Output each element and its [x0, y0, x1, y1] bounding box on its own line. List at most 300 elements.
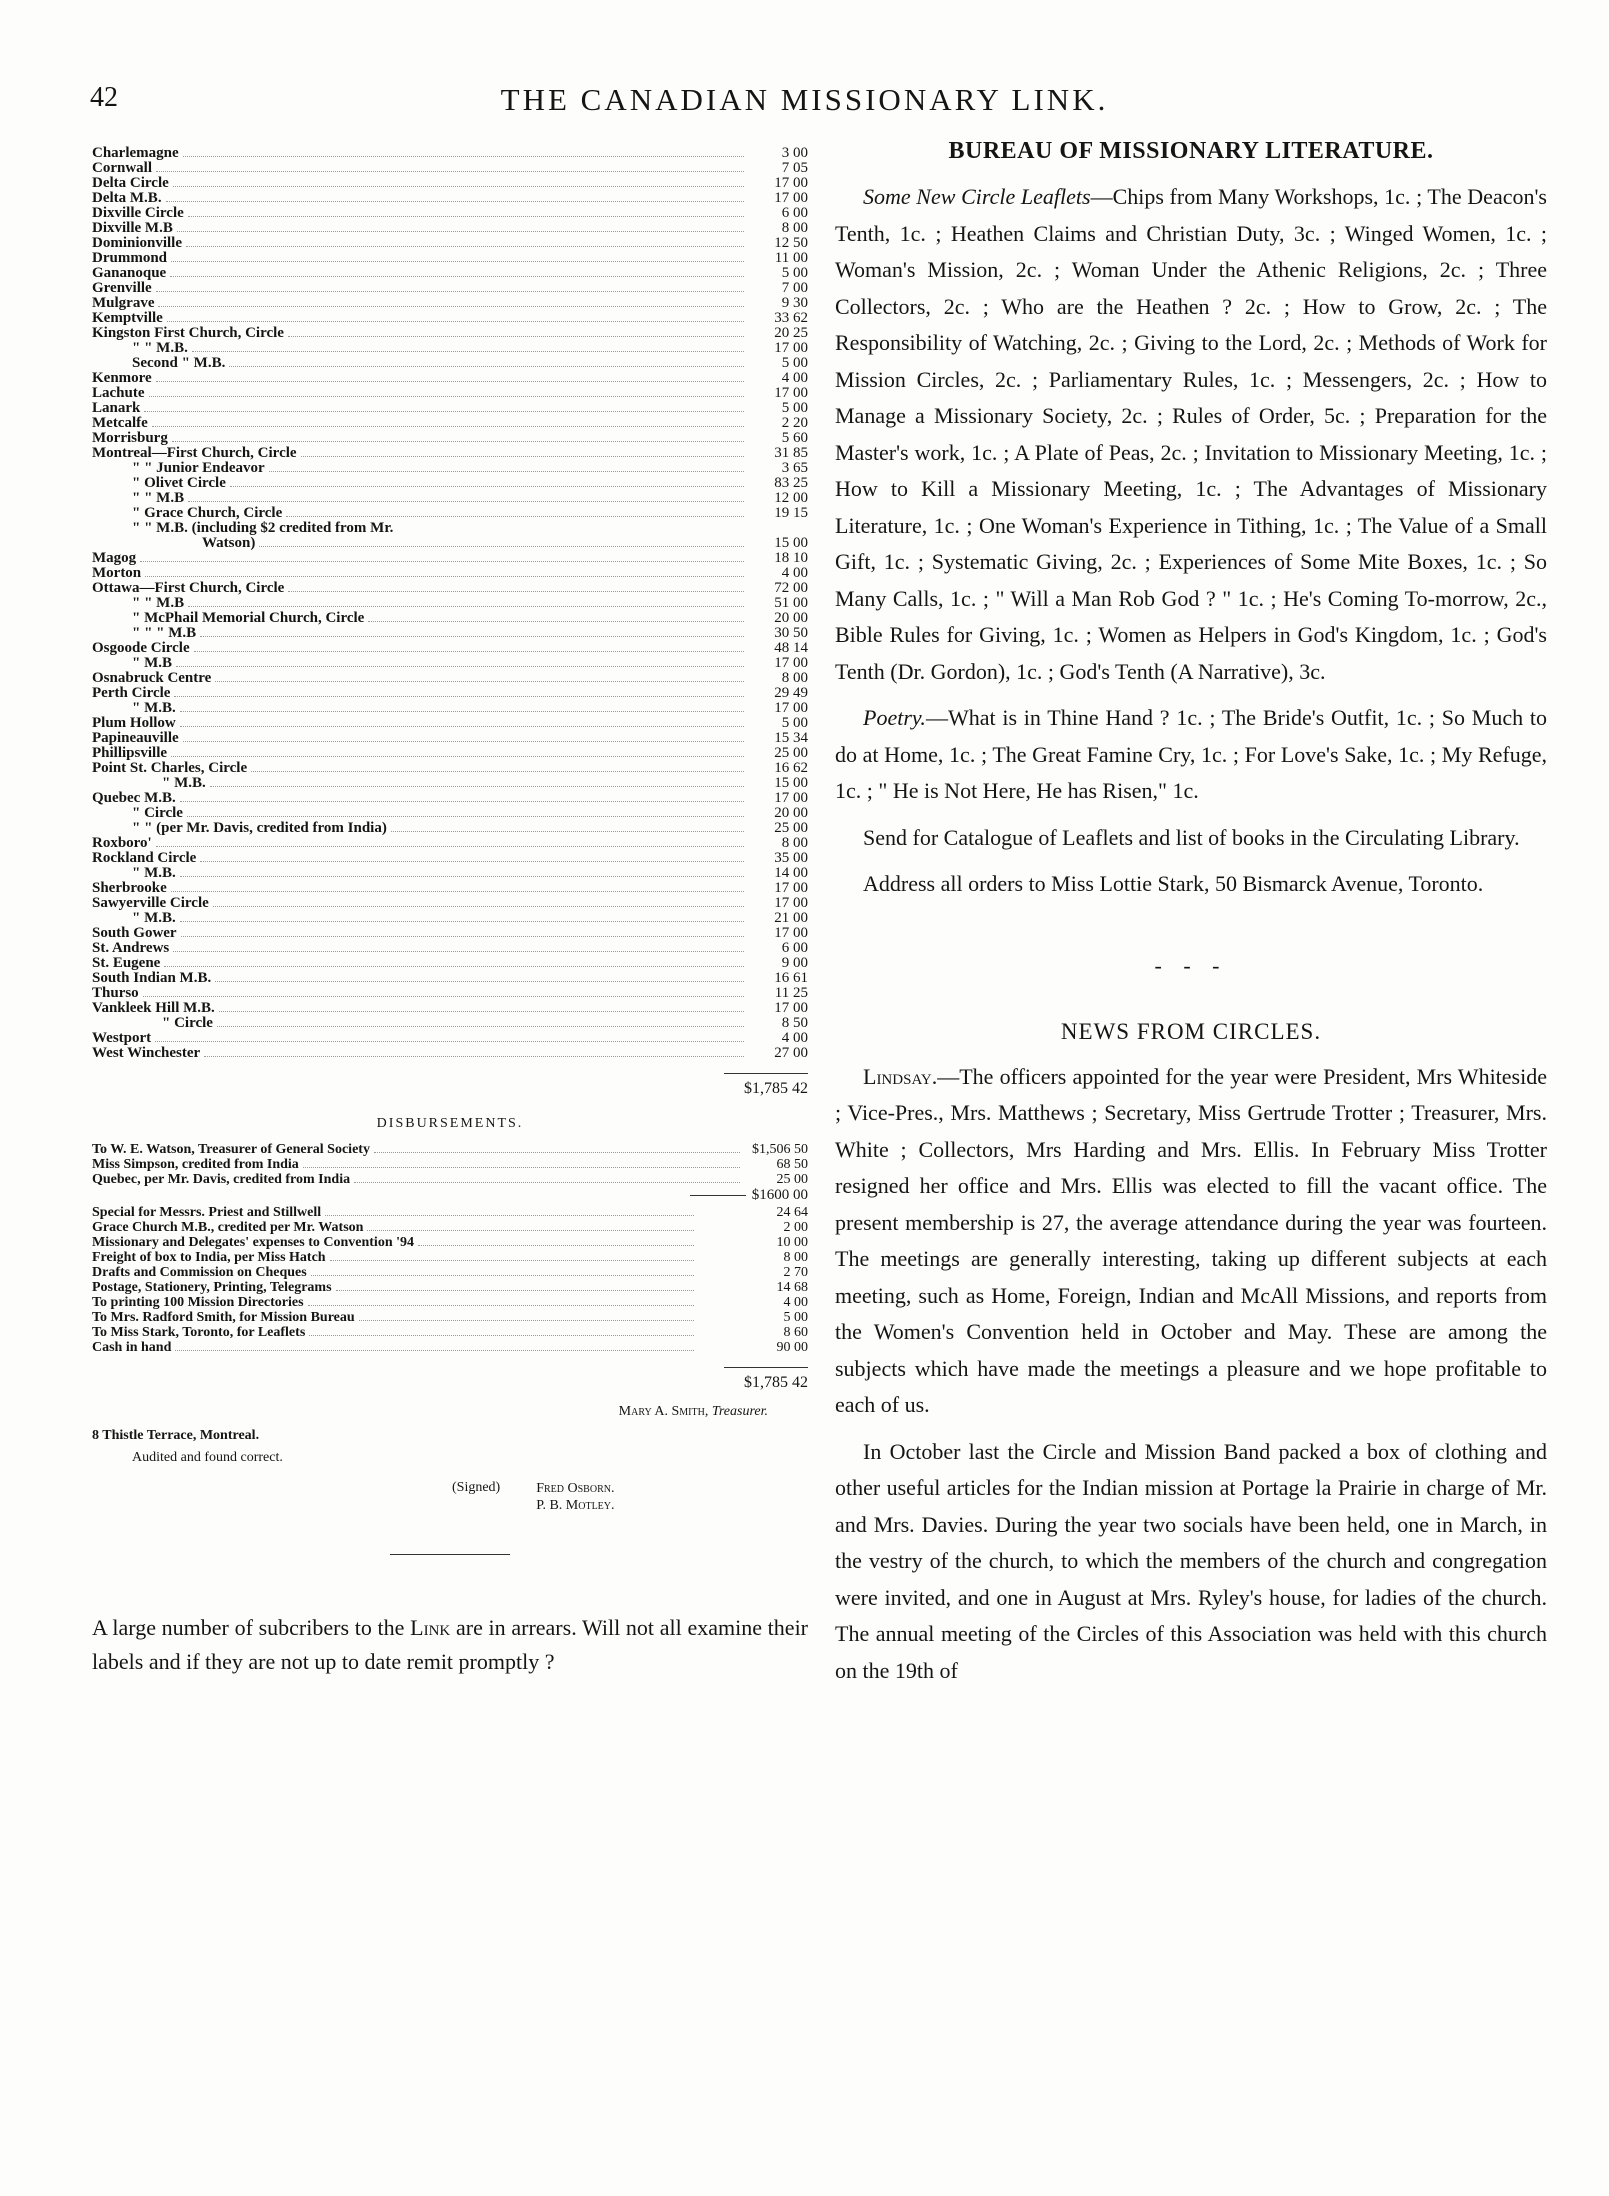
ledger-name: Perth Circle	[92, 685, 171, 701]
ledger-name: Kingston First Church, Circle	[92, 325, 284, 341]
ledger-amount: 4 00	[781, 565, 808, 581]
ledger-row	[92, 1235, 808, 1250]
divider-rule	[390, 1554, 510, 1555]
leader-dots	[152, 426, 744, 427]
ledger-name: Roxboro'	[92, 835, 152, 851]
ledger-name: Sherbrooke	[92, 880, 167, 896]
ledger-name: Freight of box to India, per Miss Hatch	[92, 1250, 326, 1265]
ledger-row	[92, 896, 808, 911]
leader-dots	[354, 1182, 740, 1183]
ledger-name: To Mrs. Radford Smith, for Mission Bureau	[92, 1310, 355, 1325]
leader-dots	[219, 1011, 744, 1012]
leader-dots	[288, 591, 744, 592]
ledger-amount: 17 00	[774, 880, 808, 896]
ledger-row	[92, 1031, 808, 1046]
ledger-amount: 6 00	[781, 940, 808, 956]
leader-dots	[181, 936, 744, 937]
ledger-amount: 20 00	[774, 610, 808, 626]
news-heading: NEWS FROM CIRCLES.	[1060, 1018, 1322, 1044]
ledger-amount: 17 00	[774, 790, 808, 806]
leader-dots	[180, 801, 744, 802]
ledger-name: Rockland Circle	[92, 850, 197, 866]
leader-dots	[259, 546, 744, 547]
leader-dots	[155, 1041, 744, 1042]
ledger-name: Plum Hollow	[92, 715, 176, 731]
ledger-amount: 4 00	[783, 1295, 808, 1310]
ledger-row	[92, 1310, 808, 1325]
page-number: 42	[90, 82, 118, 113]
ledger-row	[92, 146, 808, 161]
ledger-amount: 11 00	[774, 250, 808, 266]
ledger-row	[92, 236, 808, 251]
ledger-amount: 4 00	[781, 1030, 808, 1046]
ledger-name: " " M.B	[132, 490, 185, 506]
ledger-row	[92, 461, 808, 476]
leader-dots	[183, 156, 744, 157]
auditor-name: P. B. Motley.	[536, 1498, 615, 1513]
ledger-amount: 2 00	[783, 1220, 808, 1235]
ledger-name: Gananoque	[92, 265, 167, 281]
ledger-amount: 25 00	[774, 820, 808, 836]
leader-dots	[303, 1167, 740, 1168]
ledger-row	[92, 1265, 808, 1280]
ledger-name: Drafts and Commission on Cheques	[92, 1265, 307, 1280]
ledger-name: South Indian M.B.	[92, 970, 212, 986]
leader-dots	[213, 906, 744, 907]
arrears-note: A large number of subcribers to the Link are in arrears. Will not all examine their labels and if they are not up to date remit promptly ?	[92, 1615, 809, 1674]
ledger-name: Kenmore	[92, 370, 152, 386]
ledger-row	[92, 446, 808, 461]
ledger-amount: 8 00	[781, 835, 808, 851]
leader-dots	[144, 411, 744, 412]
ledger-name: " McPhail Memorial Church, Circle	[132, 610, 365, 626]
ledger-amount: 9 30	[781, 295, 808, 311]
ledger-name: Morton	[92, 565, 142, 581]
ledger-row	[92, 746, 808, 761]
ledger-name: " " (per Mr. Davis, credited from India)	[132, 820, 387, 836]
leader-dots	[336, 1290, 694, 1291]
ledger-row	[92, 851, 808, 866]
leader-dots	[308, 1305, 694, 1306]
ledger-amount: 5 00	[783, 1310, 808, 1325]
ledger-row	[92, 866, 808, 881]
ledger-name: Dixville Circle	[92, 205, 184, 221]
ledger-name: " Olivet Circle	[132, 475, 226, 491]
ledger-amount: 24 64	[776, 1205, 808, 1220]
ledger-row	[92, 536, 808, 551]
ledger-row	[92, 176, 808, 191]
leader-dots	[215, 681, 744, 682]
catalogue-paragraph: Send for Catalogue of Leaflets and list of books in the Circulating Library.	[863, 824, 1520, 850]
disbursements-total: $1,785 42	[92, 1363, 808, 1392]
ledger-row	[92, 641, 808, 656]
ledger-row	[92, 311, 808, 326]
ledger-amount: 3 65	[781, 460, 808, 476]
ledger-row	[92, 386, 808, 401]
ledger-row	[92, 221, 808, 236]
ledger-amount: 2 70	[783, 1265, 808, 1280]
ledger-amount: 29 49	[774, 685, 808, 701]
ledger-row	[92, 1157, 808, 1172]
ledger-row	[92, 431, 808, 446]
ledger-row	[92, 326, 808, 341]
ledger-name: Westport	[92, 1030, 152, 1046]
ledger-amount: 15 00	[774, 535, 808, 551]
ledger-row	[92, 1325, 808, 1340]
ledger-row	[92, 566, 808, 581]
ledger-row	[92, 611, 808, 626]
ledger-amount: 15 00	[774, 775, 808, 791]
ledger-amount: 5 00	[781, 265, 808, 281]
leader-dots	[288, 336, 744, 337]
ledger-amount: 12 50	[774, 235, 808, 251]
leader-dots	[171, 261, 744, 262]
leader-dots	[251, 771, 744, 772]
leader-dots	[176, 666, 744, 667]
leader-dots	[188, 606, 744, 607]
ledger-row	[92, 521, 808, 536]
ledger-row	[92, 926, 808, 941]
disbursements-items	[92, 1205, 808, 1355]
ledger-amount: 68 50	[776, 1157, 808, 1172]
section-separator: - - -	[1154, 952, 1228, 978]
ledger-amount: 8 60	[783, 1325, 808, 1340]
ledger-row	[92, 941, 808, 956]
ledger-row	[92, 806, 808, 821]
ledger-amount: 17 00	[774, 340, 808, 356]
page-header	[0, 82, 1609, 122]
treasurer-address: 8 Thistle Terrace, Montreal.	[92, 1428, 260, 1443]
ledger-name: Magog	[92, 550, 137, 566]
ledger-name: " " " M.B	[132, 625, 197, 641]
ledger-row	[92, 626, 808, 641]
ledger-name: Second " M.B.	[132, 355, 226, 371]
leader-dots	[156, 846, 744, 847]
ledger-amount: 83 25	[774, 475, 808, 491]
ledger-amount: 25 00	[776, 1172, 808, 1187]
receipts-list	[92, 146, 808, 1061]
ledger-name: Grenville	[92, 280, 152, 296]
signed-label: (Signed)	[452, 1480, 501, 1495]
ledger-row	[92, 881, 808, 896]
leader-dots	[140, 561, 744, 562]
ledger-amount: 25 00	[774, 745, 808, 761]
leader-dots	[215, 981, 744, 982]
ledger-row	[92, 1016, 808, 1031]
leader-dots	[230, 486, 744, 487]
ledger-name: Watson)	[202, 535, 256, 551]
leader-dots	[156, 291, 744, 292]
leaflets-paragraph: Some New Circle Leaflets—Chips from Many Workshops, 1c. ; The Deacon's Tenth, 1c. ; Heathen Claims and Christian Duty, 3c. ; Winged Women, 1c. ; Woman's Mission, 2c. ; Woman Under the Athenic Religions, 2c. ; Three Collectors, 2c. ; Who are the Heathen ? 2c. ; How to Grow, 2c. ; The Responsibility of Watching, 2c. ; Giving to the Lord, 2c. ; Methods of Work for Mission Circles, 2c. ; Parliamentary Rules, 1c. ; Messengers, 2c. ; How to Manage a Missionary Society, 2c. ; Rules of Order, 5c. ; Preparation for the Master's work, 1c. ; A Plate of Peas, 2c. ; Invitation to Missionary Meeting, 1c. ; How to Kill a Missionary Meeting, 1c. ; The Advantages of Missionary Literature, 1c. ; One Woman's Experience in Tithing, 1c. ; The Value of a Small Gift, 1c. ; Systematic Giving, 2c. ; Experiences of Some Mite Boxes, 1c. ; So Many Calls, 1c. ; " Will a Man Rob God ? " 1c. ; He's Coming To-morrow, 2c., Bible Rules for Giving, 1c. ; Women as Helpers in God's Kingdom, 1c. ; God's Tenth (Dr. Gordon), 1c. ; God's Tenth (A Narrative), 3c.	[835, 184, 1547, 684]
audited-note: Audited and found correct.	[132, 1450, 283, 1465]
ledger-row	[92, 761, 808, 776]
ledger-amount: 21 00	[774, 910, 808, 926]
ledger-row	[92, 956, 808, 971]
leader-dots	[368, 621, 744, 622]
auditor-name: Fred Osborn.	[536, 1481, 615, 1496]
leader-dots	[167, 321, 744, 322]
ledger-row	[92, 371, 808, 386]
ledger-name: " " M.B. (including $2 credited from Mr.	[132, 520, 394, 536]
ledger-amount: 17 00	[774, 655, 808, 671]
leader-dots	[173, 951, 744, 952]
ledger-amount: 7 00	[781, 280, 808, 296]
leader-dots	[173, 186, 744, 187]
ledger-amount: 8 50	[781, 1015, 808, 1031]
leader-dots	[186, 246, 744, 247]
ledger-row	[92, 1001, 808, 1016]
ledger-amount: 14 00	[774, 865, 808, 881]
leader-dots	[330, 1260, 694, 1261]
ledger-row	[92, 491, 808, 506]
ledger-row	[92, 206, 808, 221]
ledger-name: St. Andrews	[92, 940, 170, 956]
ledger-name: " Circle	[132, 805, 183, 821]
leader-dots	[200, 861, 744, 862]
ledger-amount: 48 14	[774, 640, 808, 656]
ledger-amount: 20 25	[774, 325, 808, 341]
ledger-name: Lanark	[92, 400, 141, 416]
ledger-name: " M.B.	[132, 865, 176, 881]
receipts-total: $1,785 42	[92, 1069, 808, 1098]
ledger-amount: 15 34	[774, 730, 808, 746]
leader-dots	[210, 786, 744, 787]
lindsay-paragraph: Lindsay.—The officers appointed for the year were President, Mrs Whiteside ; Vice-Pres., Mrs. Matthews ; Secretary, Miss Gertrude Trotter ; Treasurer, Mrs. White ; Collectors, Mrs Harding and Mrs. Ellis. In February Miss Trotter resigned her office and Mrs. Ellis was elected to fill the vacant office. The present membership is 27, the average attendance during the year was fourteen. The meetings are generally interesting, taking up different subjects at each meeting, such as Home, Foreign, Indian and McAll Missions, and reports from the Women's Convention held in October and May. These are among the subjects which have made the meetings a pleasure and we hope profitable to each of us.	[835, 1063, 1547, 1417]
ledger-row	[92, 701, 808, 716]
left-column	[92, 146, 808, 1701]
ledger-amount: 17 00	[774, 385, 808, 401]
leader-dots	[187, 816, 744, 817]
ledger-amount: 30 50	[774, 625, 808, 641]
ledger-amount: 51 00	[774, 595, 808, 611]
ledger-name: Cornwall	[92, 160, 152, 176]
ledger-row	[92, 1205, 808, 1220]
leader-dots	[325, 1215, 694, 1216]
ledger-name: Ottawa—First Church, Circle	[92, 580, 285, 596]
ledger-amount: 8 00	[781, 670, 808, 686]
leader-dots	[180, 876, 744, 877]
leader-dots	[311, 1275, 694, 1276]
ledger-name: " M.B.	[132, 910, 176, 926]
ledger-row	[92, 731, 808, 746]
ledger-row	[92, 296, 808, 311]
ledger-row	[92, 281, 808, 296]
ledger-name: Thurso	[92, 985, 139, 1001]
ledger-row	[92, 671, 808, 686]
ledger-row	[92, 161, 808, 176]
ledger-amount: 5 00	[781, 400, 808, 416]
ledger-amount: 17 00	[774, 1000, 808, 1016]
leader-dots	[156, 171, 744, 172]
ledger-row	[92, 401, 808, 416]
disbursements-heading: DISBURSEMENTS.	[376, 1116, 524, 1131]
ledger-amount: 18 10	[774, 550, 808, 566]
ledger-name: To printing 100 Mission Directories	[92, 1295, 304, 1310]
ledger-amount: 17 00	[774, 700, 808, 716]
ledger-row	[92, 821, 808, 836]
ledger-name: Delta Circle	[92, 175, 169, 191]
leader-dots	[301, 456, 744, 457]
ledger-amount: 10 00	[776, 1235, 808, 1250]
ledger-name: Osnabruck Centre	[92, 670, 212, 686]
ledger-amount: 4 00	[781, 370, 808, 386]
treasurer-signature: Mary A. Smith, Treasurer.	[618, 1404, 768, 1419]
journal-title: THE CANADIAN MISSIONARY LINK.	[500, 82, 1109, 117]
ledger-row	[92, 911, 808, 926]
ledger-row	[92, 1280, 808, 1295]
ledger-amount: 8 00	[781, 220, 808, 236]
ledger-name: Grace Church M.B., credited per Mr. Watson	[92, 1220, 364, 1235]
leader-dots	[171, 756, 744, 757]
ledger-row	[92, 191, 808, 206]
ledger-row	[92, 596, 808, 611]
auditors-block	[92, 1480, 808, 1514]
ledger-name: Montreal—First Church, Circle	[92, 445, 297, 461]
ledger-amount: 5 00	[781, 355, 808, 371]
ledger-row	[92, 356, 808, 371]
ledger-row	[92, 986, 808, 1001]
ledger-name: " M.B.	[132, 700, 176, 716]
ledger-row	[92, 1220, 808, 1235]
leader-dots	[180, 921, 744, 922]
leader-dots	[158, 306, 744, 307]
ledger-name: Cash in hand	[92, 1340, 172, 1355]
leader-dots	[175, 1350, 694, 1351]
leader-dots	[172, 441, 744, 442]
ledger-row	[92, 251, 808, 266]
ledger-row	[92, 1172, 808, 1187]
leader-dots	[180, 726, 744, 727]
ledger-amount: 2 20	[781, 415, 808, 431]
leader-dots	[418, 1245, 694, 1246]
leader-dots	[204, 1056, 744, 1057]
leader-dots	[145, 576, 744, 577]
ledger-name: " Circle	[162, 1015, 213, 1031]
ledger-amount: 8 00	[783, 1250, 808, 1265]
leader-dots	[164, 966, 744, 967]
ledger-name: Postage, Stationery, Printing, Telegrams	[92, 1280, 332, 1295]
leader-dots	[188, 501, 744, 502]
ledger-name: To W. E. Watson, Treasurer of General Society	[92, 1142, 370, 1157]
ledger-name: Dixville M.B	[92, 220, 173, 236]
ledger-name: Kemptville	[92, 310, 163, 326]
ledger-name: Lachute	[92, 385, 145, 401]
ledger-row	[92, 551, 808, 566]
leader-dots	[391, 831, 744, 832]
ledger-amount: 90 00	[776, 1340, 808, 1355]
ledger-name: Osgoode Circle	[92, 640, 190, 656]
leader-dots	[217, 1026, 744, 1027]
ledger-row	[92, 971, 808, 986]
ledger-name: Point St. Charles, Circle	[92, 760, 248, 776]
ledger-row	[92, 1250, 808, 1265]
ledger-amount: 11 25	[774, 985, 808, 1001]
leader-dots	[156, 381, 744, 382]
ledger-name: Special for Messrs. Priest and Stillwell	[92, 1205, 322, 1220]
ledger-amount: 33 62	[774, 310, 808, 326]
ledger-row	[92, 581, 808, 596]
ledger-amount: 17 00	[774, 175, 808, 191]
leader-dots	[359, 1320, 694, 1321]
ledger-name: St. Eugene	[92, 955, 161, 971]
ledger-amount: 9 00	[781, 955, 808, 971]
leader-dots	[269, 471, 744, 472]
ledger-amount: 16 62	[774, 760, 808, 776]
ledger-name: To Miss Stark, Toronto, for Leaflets	[92, 1325, 306, 1340]
bureau-heading: BUREAU OF MISSIONARY LITERATURE.	[948, 138, 1434, 164]
leader-dots	[286, 516, 744, 517]
leader-dots	[229, 366, 744, 367]
ledger-name: Charlemagne	[92, 145, 179, 161]
leader-dots	[367, 1230, 694, 1231]
ledger-amount: 17 00	[774, 190, 808, 206]
ledger-row	[92, 1340, 808, 1355]
ledger-name: Quebec, per Mr. Davis, credited from India	[92, 1172, 351, 1187]
ledger-amount: 27 00	[774, 1045, 808, 1061]
ledger-amount: 72 00	[774, 580, 808, 596]
ledger-row	[92, 1046, 808, 1061]
ledger-name: " " M.B	[132, 595, 185, 611]
ledger-row	[92, 476, 808, 491]
ledger-row	[92, 791, 808, 806]
leader-dots	[192, 351, 744, 352]
ledger-row	[92, 266, 808, 281]
ledger-name: Quebec M.B.	[92, 790, 176, 806]
leader-dots	[166, 201, 744, 202]
ledger-name: " " M.B.	[132, 340, 188, 356]
ledger-amount: $1,506 50	[752, 1142, 808, 1157]
leader-dots	[194, 651, 744, 652]
ledger-amount: 17 00	[774, 925, 808, 941]
ledger-row	[92, 716, 808, 731]
poetry-paragraph: Poetry.—What is in Thine Hand ? 1c. ; The Bride's Outfit, 1c. ; So Much to do at Home, 1c. ; The Great Famine Cry, 1c. ; For Love's Sake, 1c. ; My Refuge, 1c. ; " He is Not Here, He has Risen," 1c.	[835, 705, 1547, 803]
ledger-row	[92, 416, 808, 431]
ledger-amount: 5 60	[781, 430, 808, 446]
ledger-name: Metcalfe	[92, 415, 148, 431]
ledger-amount: 12 00	[774, 490, 808, 506]
ledger-name: Papineauville	[92, 730, 179, 746]
ledger-name: " Grace Church, Circle	[132, 505, 283, 521]
ledger-name: Missionary and Delegates' expenses to Convention '94	[92, 1235, 414, 1250]
leader-dots	[171, 891, 744, 892]
ledger-row	[92, 686, 808, 701]
ledger-name: West Winchester	[92, 1045, 201, 1061]
ledger-row	[92, 836, 808, 851]
ledger-amount: 3 00	[781, 145, 808, 161]
ledger-row	[92, 1295, 808, 1310]
ledger-name: " M.B	[132, 655, 172, 671]
ledger-name: Delta M.B.	[92, 190, 162, 206]
ledger-amount: 31 85	[774, 445, 808, 461]
ledger-name: Drummond	[92, 250, 168, 266]
leader-dots	[183, 741, 744, 742]
ledger-amount: 14 68	[776, 1280, 808, 1295]
ledger-name: Sawyerville Circle	[92, 895, 209, 911]
lindsay-paragraph-2: In October last the Circle and Mission Band packed a box of clothing and other useful articles for the Indian mission at Portage la Prairie in charge of Mr. and Mrs. Davies. During the year two socials have been held, one in March, in the vestry of the church, to which the members of the church and congregation were invited, and one in August at Mrs. Ryley's house, for ladies of the church. The annual meeting of the Circles of this Association was held with this church on the 19th of	[835, 1438, 1547, 1683]
leader-dots	[200, 636, 744, 637]
leader-dots	[170, 276, 744, 277]
leader-dots	[143, 996, 744, 997]
ledger-name: " " Junior Endeavor	[132, 460, 265, 476]
ledger-row	[92, 506, 808, 521]
right-column	[835, 128, 1547, 1689]
ledger-name: Vankleek Hill M.B.	[92, 1000, 215, 1016]
ledger-amount: 20 00	[774, 805, 808, 821]
ledger-row	[92, 656, 808, 671]
ledger-name: South Gower	[92, 925, 177, 941]
leader-dots	[174, 696, 744, 697]
ledger-name: Dominionville	[92, 235, 183, 251]
